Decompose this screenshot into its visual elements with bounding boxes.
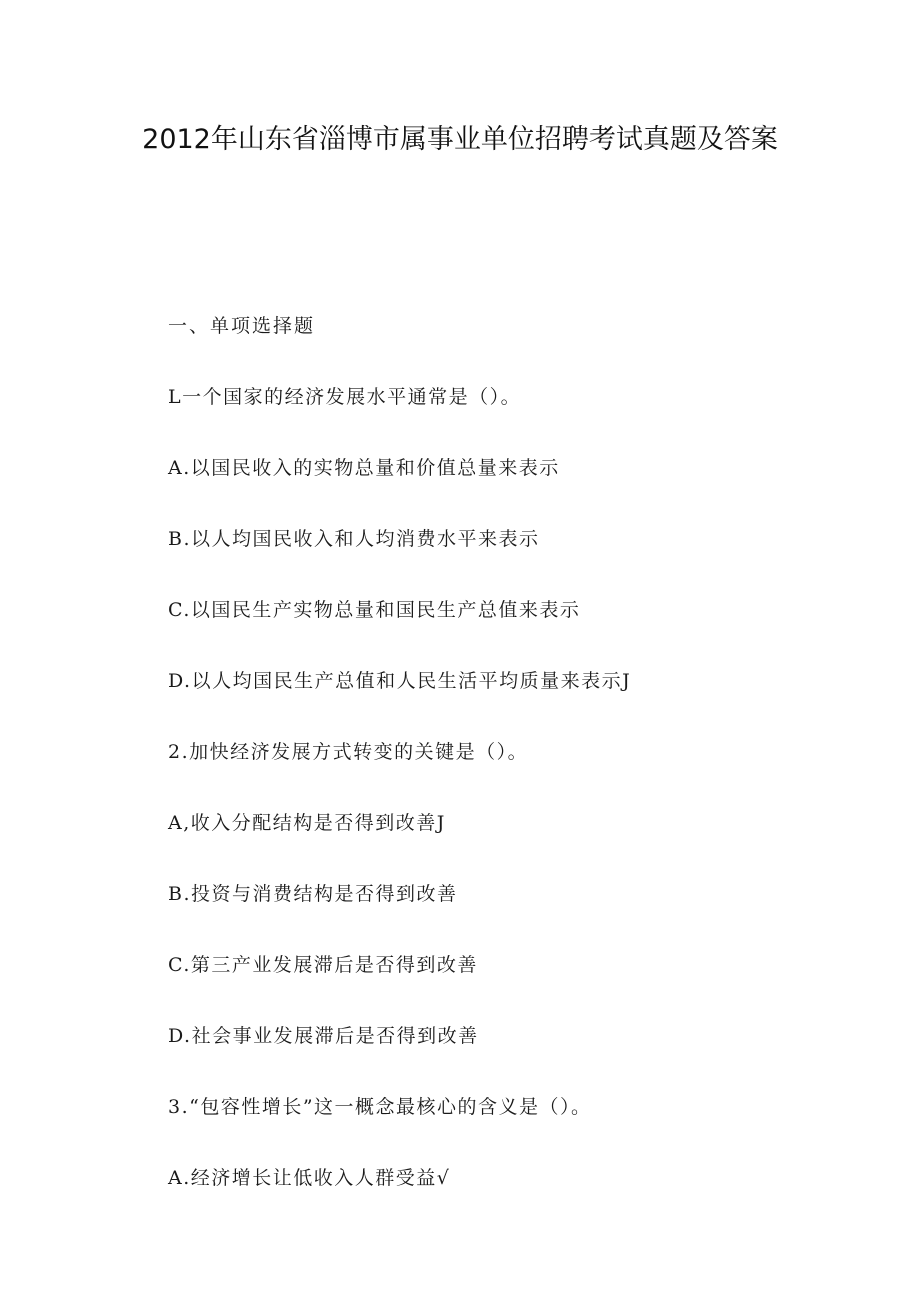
question-2-option-d: D.社会事业发展滞后是否得到改善 — [168, 1025, 479, 1047]
question-1: L一个国家的经济发展水平通常是（）。 — [168, 386, 522, 408]
question-1-option-c: C.以国民生产实物总量和国民生产总值来表示 — [168, 599, 581, 621]
question-2-option-a: A,收入分配结构是否得到改善J — [168, 812, 446, 834]
question-3: 3.“包容性增长”这一概念最核心的含义是（）。 — [168, 1096, 592, 1118]
page-title: 2012年山东省淄博市属事业单位招聘考试真题及答案 — [142, 124, 778, 155]
question-3-option-a: A.经济增长让低收入人群受益√ — [168, 1167, 451, 1189]
question-1-option-b: B.以人均国民收入和人均消费水平来表示 — [168, 528, 540, 550]
question-2-option-b: B.投资与消费结构是否得到改善 — [168, 883, 458, 905]
section-heading: 一、单项选择题 — [168, 315, 316, 337]
question-1-option-d: D.以人均国民生产总值和人民生活平均质量来表示J — [168, 670, 632, 692]
question-1-option-a: A.以国民收入的实物总量和价值总量来表示 — [168, 457, 560, 479]
question-2-option-c: C.第三产业发展滞后是否得到改善 — [168, 954, 478, 976]
question-2: 2.加快经济发展方式转变的关键是（）。 — [168, 741, 529, 763]
